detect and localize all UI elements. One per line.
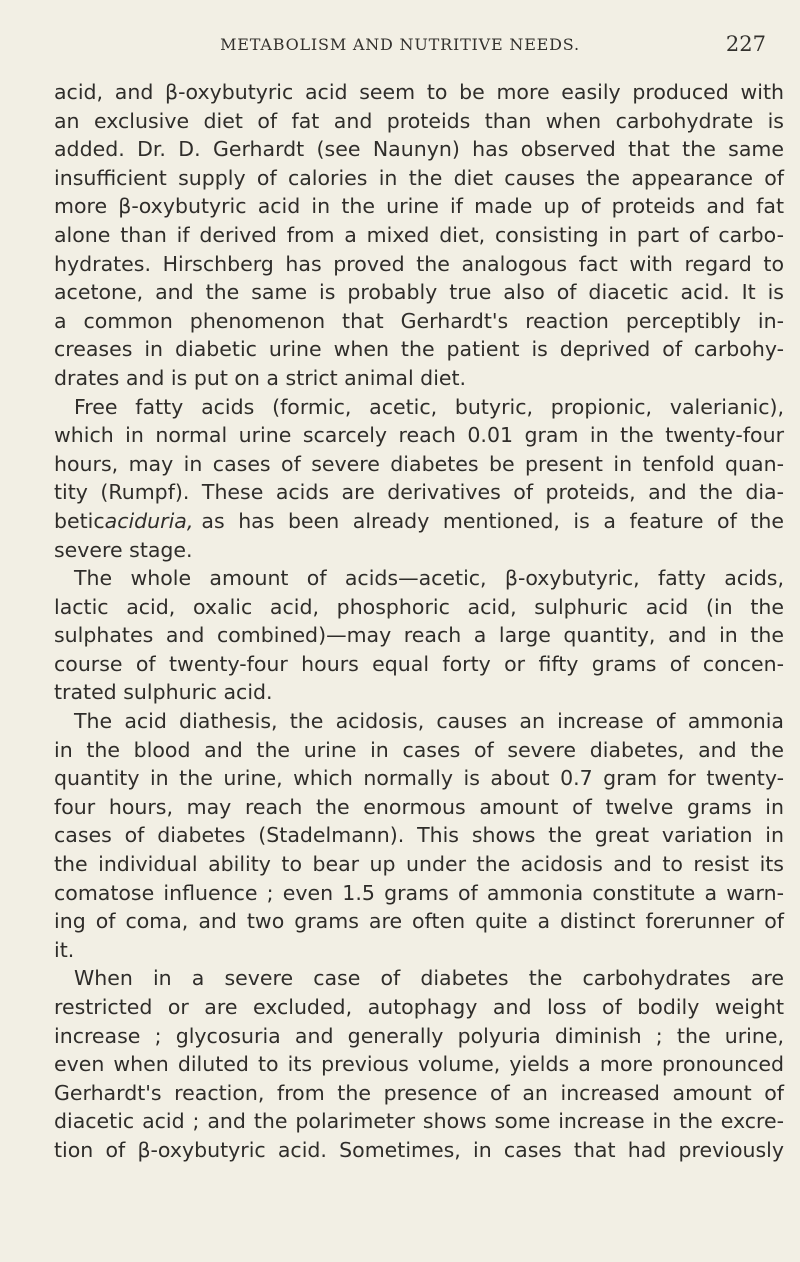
text-segment: betic — [54, 508, 105, 533]
text-line: Free fatty acids (formic, acetic, butyric, propionic, valerianic), — [74, 394, 784, 419]
text-line: it. — [54, 937, 75, 962]
text-line: cases of diabetes (Stadelmann). This shows the great variation in — [54, 823, 784, 848]
text-line: in the blood and the urine in cases of severe diabetes, and the — [54, 737, 784, 762]
text-line: drates and is put on a strict animal diet. — [54, 365, 467, 390]
text-line: more β-oxybutyric acid in the urine if made up of proteids and fat — [54, 194, 784, 219]
running-head-title: METABOLISM AND NUTRITIVE NEEDS. — [220, 35, 580, 54]
text-line: increase ; glycosuria and generally polyuria diminish ; the urine, — [54, 1023, 784, 1048]
text-line: The whole amount of acids—acetic, β-oxybutyric, fatty acids, — [74, 566, 784, 591]
text-segment: as has been already mentioned, is a feature of the — [201, 508, 784, 533]
paragraph-1 — [54, 78, 784, 393]
paragraph-4 — [54, 707, 784, 964]
paragraph-5 — [54, 964, 784, 1164]
text-line: even when diluted to its previous volume, yields a more pronounced — [54, 1052, 784, 1077]
text-line: course of twenty-four hours equal forty or fifty grams of concen- — [54, 651, 784, 676]
text-line: a common phenomenon that Gerhardt's reaction perceptibly in- — [54, 308, 784, 333]
text-line: added. Dr. D. Gerhardt (see Naunyn) has observed that the same — [54, 137, 784, 162]
body-text — [54, 78, 784, 1165]
text-line: hours, may in cases of severe diabetes be present in tenfold quan- — [54, 451, 784, 476]
italic-term: aciduria, — [104, 508, 194, 533]
text-line: restricted or are excluded, autophagy and loss of bodily weight — [54, 995, 784, 1019]
text-line: comatose influence ; even 1.5 grams of ammonia constitute a warn- — [54, 880, 784, 905]
text-line: hydrates. Hirschberg has proved the analogous fact with regard to — [54, 251, 784, 276]
text-line — [54, 507, 784, 536]
text-line: alone than if derived from a mixed diet, consisting in part of carbo- — [54, 222, 784, 247]
text-line: When in a severe case of diabetes the carbohydrates are — [74, 966, 784, 991]
text-line: an exclusive diet of fat and proteids than when carbohydrate is — [54, 108, 784, 133]
paragraph-3 — [54, 564, 784, 707]
text-line: tity (Rumpf). These acids are derivatives of proteids, and the dia- — [54, 480, 784, 505]
text-line: Gerhardt's reaction, from the presence of an increased amount of — [54, 1080, 784, 1105]
text-line: severe stage. — [54, 537, 193, 562]
text-line: trated sulphuric acid. — [54, 680, 273, 705]
text-line: acetone, and the same is probably true also of diacetic acid. It is — [54, 280, 784, 305]
text-line: tion of β-oxybutyric acid. Sometimes, in cases that had previously — [54, 1137, 784, 1162]
text-line: acid, and β-oxybutyric acid seem to be more easily produced with — [54, 80, 784, 104]
running-head — [0, 30, 800, 60]
text-line: The acid diathesis, the acidosis, causes an increase of ammonia — [74, 709, 784, 734]
text-line: four hours, may reach the enormous amount of twelve grams in — [54, 794, 784, 819]
text-line: sulphates and combined)—may reach a large quantity, and in the — [54, 623, 784, 648]
text-line: creases in diabetic urine when the patient is deprived of carbohy- — [54, 337, 784, 362]
text-line: the individual ability to bear up under the acidosis and to resist its — [54, 852, 784, 877]
text-line: which in normal urine scarcely reach 0.01 gram in the twenty-four — [54, 423, 784, 448]
paragraph-2 — [54, 393, 784, 565]
text-line: lactic acid, oxalic acid, phosphoric acid, sulphuric acid (in the — [54, 594, 784, 619]
text-line: insufficient supply of calories in the diet causes the appearance of — [54, 165, 784, 190]
text-line: quantity in the urine, which normally is about 0.7 gram for twenty- — [54, 766, 784, 791]
text-line: diacetic acid ; and the polarimeter shows some increase in the excre- — [54, 1109, 784, 1134]
page-number: 227 — [725, 32, 766, 56]
text-line: ing of coma, and two grams are often quite a distinct forerunner of — [54, 909, 784, 934]
